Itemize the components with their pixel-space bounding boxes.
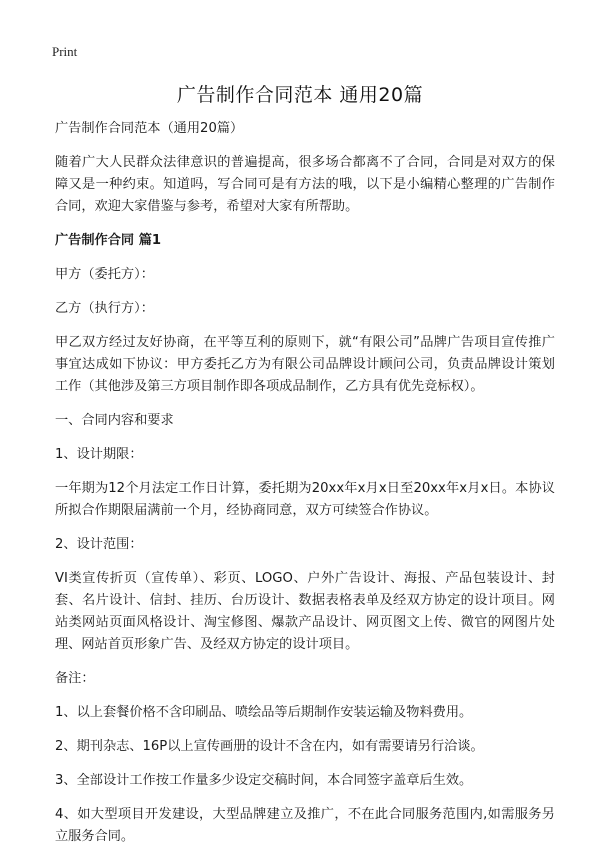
note-item-2: 2、期刊杂志、16P以上宣传画册的设计不含在内，如有需要请另行洽谈。: [55, 739, 484, 754]
intro-paragraph: 随着广大人民群众法律意识的普遍提高，很多场合都离不了合同，合同是对双方的保障又是一种约束。知道吗，写合同可是有方法的哦，以下是小编精心整理的广告制作合同，欢迎大家借鉴与参考，希望对大家有所帮助。: [55, 155, 555, 214]
party-a-line: 甲方（委托方）：: [55, 267, 154, 282]
party-b-line: 乙方（执行方）：: [55, 301, 154, 316]
document-title: 广告制作合同范本 通用20篇: [176, 84, 424, 106]
term-paragraph: 一年期为12个月法定工作日计算，委托期为20xx年x月x日至20xx年x月x日。本协议所拟合作期限届满前一个月，经协商同意，双方可续签合作协议。: [55, 481, 555, 518]
clause-design-scope-label: 2、设计范围：: [55, 537, 143, 552]
note-item-1: 1、以上套餐价格不含印刷品、喷绘品等后期制作安装运输及物料费用。: [55, 705, 473, 720]
document-body: [55, 118, 555, 860]
clause-design-period-label: 1、设计期限：: [55, 447, 143, 462]
note-item-3: 3、全部设计工作按工作量多少设定交稿时间，本合同签字盖章后生效。: [55, 773, 473, 788]
section-heading: 广告制作合同 篇1: [55, 233, 162, 248]
clause-heading-1: 一、合同内容和要求: [55, 413, 174, 428]
scope-paragraph: VI类宣传折页（宣传单）、彩页、LOGO、户外广告设计、海报、产品包装设计、封套、名片设计、信封、挂历、台历设计、数据表格表单及经双方协定的设计项目。网站类网站页面风格设计、淘宝修图、爆款产品设计、网页图文上传、微官的网图片处理、网站首页形象广告、及经双方协定的设计项目。: [55, 571, 555, 652]
remarks-label: 备注：: [55, 671, 95, 686]
note-item-4: 4、如大型项目开发建设，大型品牌建立及推广，不在此合同服务范围内,如需服务另立服务合同。: [55, 807, 555, 844]
subtitle: 广告制作合同范本（通用20篇）: [55, 121, 244, 136]
print-label: Print: [52, 44, 78, 59]
agreement-paragraph: 甲乙双方经过友好协商，在平等互利的原则下，就“有限公司”品牌广告项目宣传推广事宜达成如下协议：甲方委托乙方为有限公司品牌设计顾问公司，负责品牌设计策划工作（其他涉及第三方项目制作即各项成品制作，乙方具有优先竞标权）。: [55, 335, 555, 394]
